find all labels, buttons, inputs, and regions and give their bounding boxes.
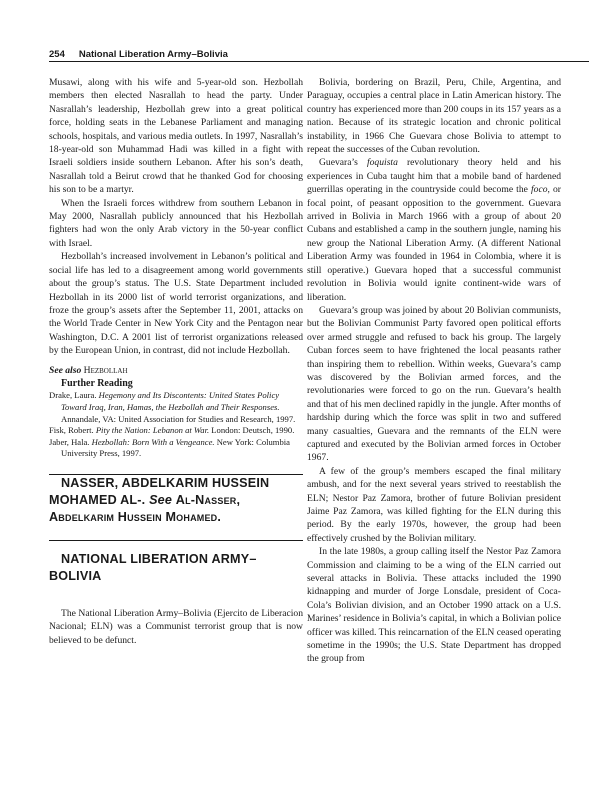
header-rule: [49, 61, 589, 62]
reference-item: Fisk, Robert. Pity the Nation: Lebanon at War. London: Deutsch, 1990.: [49, 425, 295, 436]
reference-item: Jaber, Hala. Hezbollah: Born With a Vengeance. New York: Columbia University Press, 1997.: [49, 436, 290, 459]
paragraph: A few of the group’s members escaped the final military ambush, and for the next several years strived to reestablish the ELN; Nestor Paz Zamora, brother of future Bolivian president Jaime Paz Zamora, was killed fighting for the ELN during this period. By the early 1970s, however, the group had been effectively crushed by the Bolivian military.: [307, 465, 561, 544]
page-number: 254: [49, 48, 65, 60]
entry-separator: [49, 540, 303, 541]
see-also-link[interactable]: Hezbollah: [83, 364, 128, 376]
see-also-label: See also: [49, 364, 82, 376]
paragraph: Musawi, along with his wife and 5-year-old son. Hezbollah members then elected Nasrallah to head the party. Under Nasrallah’s leadership, Hezbollah grew into a great political force, holding seats in the Lebanese Parliament and managing schools, hospitals, and various media outlets. In 1997, Nasrallah’s 18-year-old son Muhammad Hadi was killed in a fight with Israeli soldiers inside southern Lebanon. After his son’s death, Nasrallah told a Beirut crowd that he thanked God for choosing his son to be a martyr.: [49, 77, 303, 196]
paragraph: The National Liberation Army–Bolivia (Ejercito de Liberacion Nacional; ELN) was a Communist terrorist group that is now believed to be defunct.: [49, 607, 303, 646]
paragraph: In the late 1980s, a group calling itself the Nestor Paz Zamora Commission and claiming to be a wing of the ELN carried out several attacks in Bolivia. These attacks included the 1990 kidnapping and murder of Jorge Lonsdale, president of Coca-Cola’s Bolivian division, and an October 1990 attack on a U.S. Marines’ residence in Bolivia’s capital, in which a Bolivian police officer was killed. This reincarnation of the ELN ceased operating sometime in the 1990s; the U.S. State Department has dropped the group from: [307, 546, 561, 665]
entry-heading-national-liberation-army: NATIONAL LIBERATION ARMY–BOLIVIA: [49, 551, 257, 583]
cross-reference-link[interactable]: Al-Nasser, Abdelkarim Hussein Mohamed.: [49, 492, 241, 524]
paragraph: Bolivia, bordering on Brazil, Peru, Chile, Argentina, and Paraguay, occupies a central place in Latin American history. The country has experienced more than 200 coups in its 157 years as a nation. Because of its strategic location and chronic political instability, in 1966 Che Guevara chose Bolivia to attempt to repeat the successes of the Cuban revolution.: [307, 77, 561, 156]
paragraph: Guevara’s group was joined by about 20 Bolivian communists, but the Bolivian Communist Party favored open political efforts over armed struggle and refused to back his group. The largely Cuban forces seem to have frightened the local peasants rather than inspiring them to rebellion. Within weeks, Guevara’s camp was discovered by the Bolivian armed forces, and the revolutionaries were forced to go on the run. Guevara’s health and that of his men declined rapidly in the jungle. After months of hardship during which the force was split in two and suffered many casualties, Guevara and the remnants of the ELN were captured and executed by the Bolivian armed forces in October 1967.: [307, 304, 561, 464]
right-column: [307, 76, 561, 666]
paragraph: Guevara’s foquista revolutionary theory held and his experiences in Cuba taught him that a mobile band of hardened guerrillas operating in the countryside could become the foco, or focal point, of peasant opposition to the government. Guevara arrived in Bolivia in March 1966 with a group of about 20 Cubans and established a camp in the southern jungle, naming his new group the National Liberation Army. (A different National Liberation Army was founded in 1964 in Colombia, where it is still operative.) Guevara hoped that a successful communist revolution in Bolivia would ignite continent-wide wars of liberation.: [307, 157, 561, 303]
paragraph: When the Israeli forces withdrew from southern Lebanon in May 2000, Nasrallah publicly announced that his Hezbollah fighters had won the only Arab victory in the 50-year conflict with Israel.: [49, 197, 303, 249]
paragraph: Hezbollah’s increased involvement in Lebanon’s political and social life has led to a disagreement among world governments about the group’s status. The U.S. State Department included Hezbollah in its 2000 list of world terrorist organizations, and froze the group’s assets after the September 11, 2001, attacks on the World Trade Center in New York City and the Pentagon near Washington, D.C. A 2001 list of terrorist organizations released by the European Union, in contrast, did not include Hezbollah.: [49, 251, 303, 357]
see-also-line: [49, 364, 303, 377]
entry-heading-nasser: NASSER, ABDELKARIM HUSSEIN MOHAMED AL-. See Al-Nasser, Abdelkarim Hussein Mohamed.: [49, 475, 270, 524]
reference-item: Drake, Laura. Hegemony and Its Discontents: United States Policy Toward Iraq, Iran, Hamas, the Hezbollah and Their Responses. Annandale, VA: United Association for Studies and Research, 1997.: [49, 390, 296, 424]
left-column: [49, 76, 303, 647]
running-title: National Liberation Army–Bolivia: [78, 48, 228, 60]
further-reading-heading: Further Reading: [61, 377, 133, 389]
